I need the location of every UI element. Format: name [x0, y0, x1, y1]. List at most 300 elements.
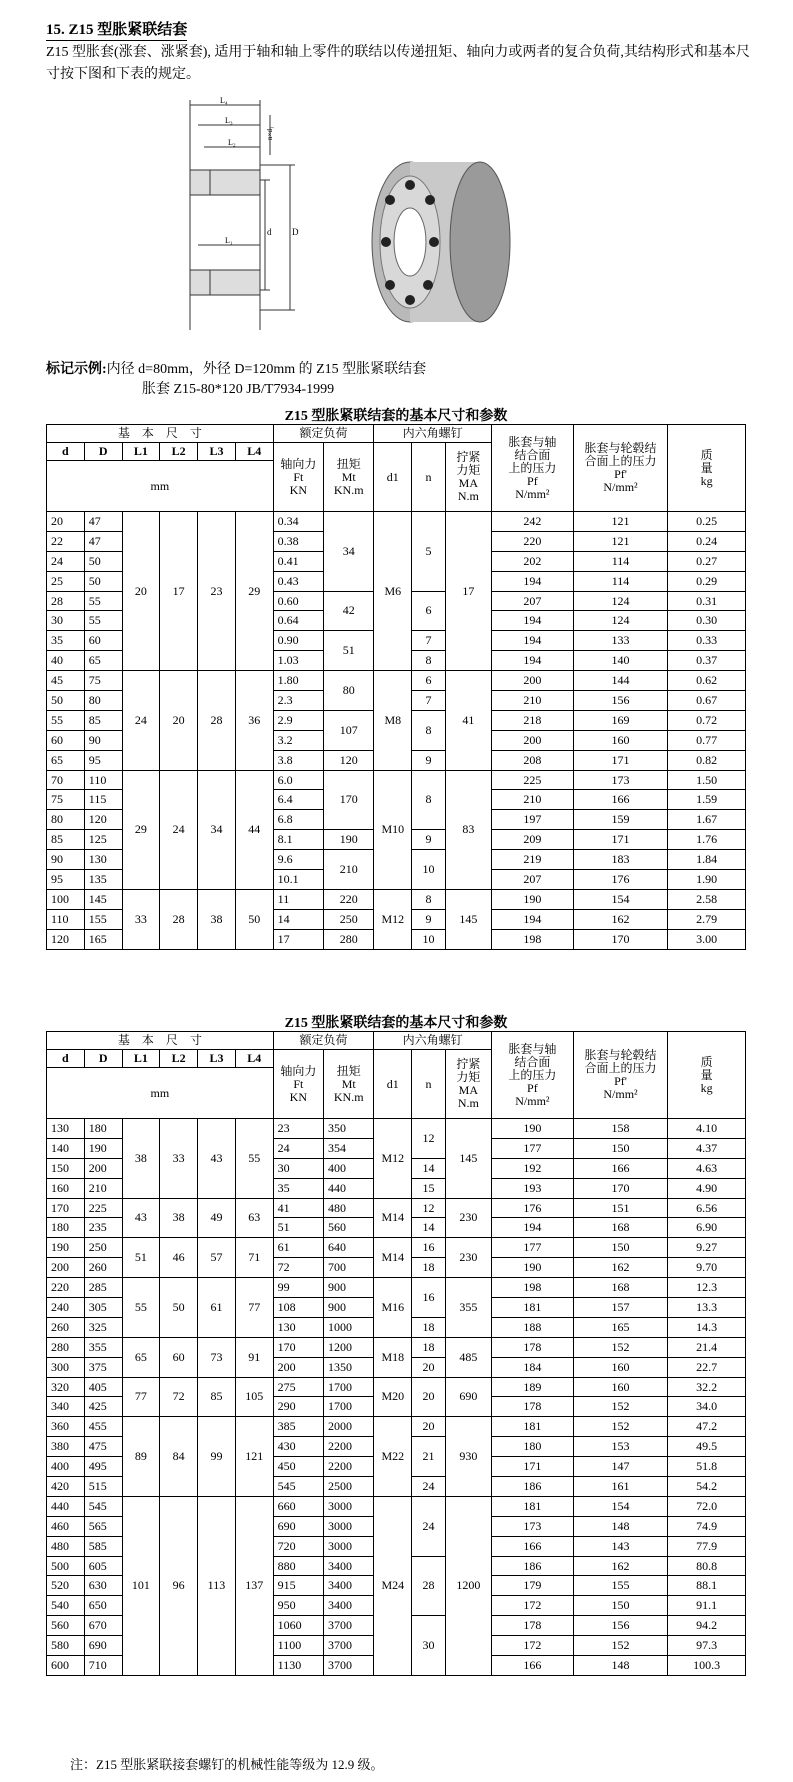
header-basic-dims: 基 本 尺 寸: [47, 1032, 274, 1050]
cell-D: 55: [84, 591, 122, 611]
cell-ft: 170: [273, 1337, 323, 1357]
cell-l1: 20: [122, 512, 160, 671]
cell-l3: 85: [198, 1377, 236, 1417]
header-d: d: [47, 443, 85, 461]
cell-n: 6: [412, 591, 446, 631]
header-l1: L1: [122, 443, 160, 461]
cell-D: 710: [84, 1656, 122, 1676]
cell-d: 380: [47, 1437, 85, 1457]
cell-l1: 24: [122, 671, 160, 770]
cell-ft: 545: [273, 1477, 323, 1497]
cell-pf2: 150: [573, 1596, 667, 1616]
header-l3: L3: [198, 1050, 236, 1068]
cell-d: 40: [47, 651, 85, 671]
cell-D: 355: [84, 1337, 122, 1357]
cell-pf2: 170: [573, 929, 667, 949]
cell-ft: 0.34: [273, 512, 323, 532]
cell-mass: 47.2: [668, 1417, 746, 1437]
cell-pf2: 156: [573, 1616, 667, 1636]
cell-d: 240: [47, 1298, 85, 1318]
cell-pf2: 121: [573, 512, 667, 532]
cell-d: 440: [47, 1496, 85, 1516]
cell-d: 65: [47, 750, 85, 770]
cell-ma: 1200: [445, 1496, 491, 1675]
cell-mass: 2.79: [668, 909, 746, 929]
cell-d: 400: [47, 1457, 85, 1477]
cell-n: 24: [412, 1477, 446, 1497]
cell-mass: 94.2: [668, 1616, 746, 1636]
cell-ft: 1.03: [273, 651, 323, 671]
cell-l1: 29: [122, 770, 160, 889]
cell-d1: M18: [374, 1337, 412, 1377]
cell-pf2: 170: [573, 1178, 667, 1198]
cell-mt: 3400: [324, 1576, 374, 1596]
cell-l3: 61: [198, 1278, 236, 1338]
cell-ft: 2.3: [273, 691, 323, 711]
cell-l2: 72: [160, 1377, 198, 1417]
cell-n: 18: [412, 1258, 446, 1278]
cell-pf: 210: [491, 691, 573, 711]
cell-mt: 354: [324, 1138, 374, 1158]
cell-ma: 355: [445, 1278, 491, 1338]
cell-l2: 24: [160, 770, 198, 889]
cell-mass: 12.3: [668, 1278, 746, 1298]
table-row: [47, 1417, 746, 1437]
cell-pf: 194: [491, 631, 573, 651]
cell-pf: 166: [491, 1656, 573, 1676]
cell-pf: 177: [491, 1238, 573, 1258]
cell-ft: 880: [273, 1556, 323, 1576]
cell-n: 14: [412, 1158, 446, 1178]
cell-pf2: 153: [573, 1437, 667, 1457]
cell-l4: 91: [235, 1337, 273, 1377]
cell-D: 425: [84, 1397, 122, 1417]
cell-pf2: 150: [573, 1238, 667, 1258]
cell-ft: 11: [273, 889, 323, 909]
cell-mass: 1.90: [668, 870, 746, 890]
cell-D: 405: [84, 1377, 122, 1397]
cell-n: 15: [412, 1178, 446, 1198]
cell-mass: 54.2: [668, 1477, 746, 1497]
cell-n: 16: [412, 1238, 446, 1258]
cell-n: 7: [412, 631, 446, 651]
header-rated-load: 额定负荷: [273, 1032, 374, 1050]
cell-D: 75: [84, 671, 122, 691]
cell-ma: 17: [445, 512, 491, 671]
header-d1: d1: [374, 443, 412, 512]
footnote: 注：Z15 型胀紧联接套螺钉的机械性能等级为 12.9 级。: [70, 1757, 384, 1772]
cell-pf2: 158: [573, 1119, 667, 1139]
cell-mass: 21.4: [668, 1337, 746, 1357]
cell-d: 180: [47, 1218, 85, 1238]
cell-ft: 915: [273, 1576, 323, 1596]
cell-pf2: 152: [573, 1337, 667, 1357]
cell-ft: 1060: [273, 1616, 323, 1636]
cell-ft: 51: [273, 1218, 323, 1238]
header-ma: 拧紧 力矩 MA N.m: [445, 1050, 491, 1119]
cell-ft: 23: [273, 1119, 323, 1139]
cell-ft: 108: [273, 1298, 323, 1318]
cell-mass: 100.3: [668, 1656, 746, 1676]
cell-ft: 41: [273, 1198, 323, 1218]
cell-mass: 32.2: [668, 1377, 746, 1397]
cell-ft: 1100: [273, 1636, 323, 1656]
table1-caption: Z15 型胀紧联结套的基本尺寸和参数: [284, 409, 508, 424]
cell-ft: 0.90: [273, 631, 323, 651]
cell-ft: 35: [273, 1178, 323, 1198]
cell-d1: M14: [374, 1238, 412, 1278]
cell-pf: 209: [491, 830, 573, 850]
cell-mt: 480: [324, 1198, 374, 1218]
example-line2: 胀套 Z15-80*120 JB/T7934-1999: [142, 382, 335, 397]
cell-D: 605: [84, 1556, 122, 1576]
cell-mt: 1700: [324, 1397, 374, 1417]
cell-mass: 9.27: [668, 1238, 746, 1258]
cell-pf: 172: [491, 1636, 573, 1656]
cell-pf: 171: [491, 1457, 573, 1477]
cell-ma: 83: [445, 770, 491, 889]
cell-l4: 63: [235, 1198, 273, 1238]
cell-pf: 197: [491, 810, 573, 830]
cell-pf: 194: [491, 909, 573, 929]
cell-D: 670: [84, 1616, 122, 1636]
cell-mass: 74.9: [668, 1516, 746, 1536]
header-mass: 质 量 kg: [668, 1032, 746, 1119]
cell-d: 200: [47, 1258, 85, 1278]
cell-pf: 194: [491, 1218, 573, 1238]
label-l1: L₁: [225, 236, 233, 245]
cell-pf2: 148: [573, 1516, 667, 1536]
cell-D: 225: [84, 1198, 122, 1218]
cell-D: 80: [84, 691, 122, 711]
cell-mass: 0.72: [668, 710, 746, 730]
label-D: D: [292, 227, 299, 237]
cell-n: 8: [412, 770, 446, 830]
cell-mt: 220: [324, 889, 374, 909]
cell-ma: 930: [445, 1417, 491, 1497]
cell-mass: 0.27: [668, 551, 746, 571]
header-d: d: [47, 1050, 85, 1068]
cell-mt: 560: [324, 1218, 374, 1238]
cell-D: 55: [84, 611, 122, 631]
label-l2: L₂: [228, 138, 236, 147]
cell-n: 5: [412, 512, 446, 592]
cell-D: 690: [84, 1636, 122, 1656]
cell-d: 85: [47, 830, 85, 850]
cell-d: 55: [47, 710, 85, 730]
section-title: 15. Z15 型胀紧联结套: [46, 18, 187, 41]
cell-d: 150: [47, 1158, 85, 1178]
cell-mt: 900: [324, 1298, 374, 1318]
cell-pf: 181: [491, 1298, 573, 1318]
cell-d: 30: [47, 611, 85, 631]
cell-ft: 8.1: [273, 830, 323, 850]
cell-d: 22: [47, 531, 85, 551]
cell-d: 25: [47, 571, 85, 591]
cell-d: 50: [47, 691, 85, 711]
cell-pf2: 171: [573, 750, 667, 770]
header-mt: 扭矩 Mt KN.m: [324, 1050, 374, 1119]
cell-d1: M12: [374, 1119, 412, 1199]
cell-D: 250: [84, 1238, 122, 1258]
cell-ft: 0.60: [273, 591, 323, 611]
cell-pf2: 162: [573, 1556, 667, 1576]
cell-ft: 14: [273, 909, 323, 929]
cell-d: 35: [47, 631, 85, 651]
cell-l2: 96: [160, 1496, 198, 1675]
cell-pf2: 159: [573, 810, 667, 830]
cell-n: 7: [412, 691, 446, 711]
cell-l2: 38: [160, 1198, 198, 1238]
cell-mass: 22.7: [668, 1357, 746, 1377]
cell-pf: 186: [491, 1477, 573, 1497]
header-l2: L2: [160, 1050, 198, 1068]
table-row: [47, 889, 746, 909]
cell-ma: 41: [445, 671, 491, 770]
cell-ft: 72: [273, 1258, 323, 1278]
cell-mt: 51: [324, 631, 374, 671]
header-rated-load: 额定负荷: [273, 425, 374, 443]
cell-mt: 120: [324, 750, 374, 770]
cell-l4: 36: [235, 671, 273, 770]
cell-n: 9: [412, 750, 446, 770]
cell-D: 235: [84, 1218, 122, 1238]
cell-d1: M14: [374, 1198, 412, 1238]
cell-ft: 720: [273, 1536, 323, 1556]
cell-D: 125: [84, 830, 122, 850]
cell-mass: 0.25: [668, 512, 746, 532]
cell-pf: 219: [491, 850, 573, 870]
cell-mt: 250: [324, 909, 374, 929]
cell-l3: 28: [198, 671, 236, 770]
table-row: [47, 1119, 746, 1139]
cell-d: 480: [47, 1536, 85, 1556]
table-row: [47, 671, 746, 691]
cell-d: 360: [47, 1417, 85, 1437]
cell-D: 545: [84, 1496, 122, 1516]
cell-mass: 1.76: [668, 830, 746, 850]
cell-l4: 77: [235, 1278, 273, 1338]
cell-pf: 200: [491, 730, 573, 750]
cell-pf: 194: [491, 651, 573, 671]
header-screw: 内六角螺钉: [374, 425, 492, 443]
cell-ft: 9.6: [273, 850, 323, 870]
cell-n: 20: [412, 1377, 446, 1417]
cell-pf2: 171: [573, 830, 667, 850]
cell-l1: 38: [122, 1119, 160, 1199]
cell-ft: 6.4: [273, 790, 323, 810]
cell-ft: 0.38: [273, 531, 323, 551]
cell-D: 120: [84, 810, 122, 830]
cell-n: 12: [412, 1198, 446, 1218]
cell-pf: 208: [491, 750, 573, 770]
cell-D: 95: [84, 750, 122, 770]
cell-ma: 230: [445, 1238, 491, 1278]
cell-ft: 950: [273, 1596, 323, 1616]
cell-pf2: 160: [573, 1377, 667, 1397]
cell-l4: 105: [235, 1377, 273, 1417]
cell-ft: 10.1: [273, 870, 323, 890]
cell-pf: 190: [491, 1119, 573, 1139]
cell-pf2: 176: [573, 870, 667, 890]
header-ma: 拧紧 力矩 MA N.m: [445, 443, 491, 512]
cell-d: 100: [47, 889, 85, 909]
cell-pf2: 114: [573, 551, 667, 571]
cell-l3: 73: [198, 1337, 236, 1377]
cell-d: 75: [47, 790, 85, 810]
cell-pf: 198: [491, 1278, 573, 1298]
cell-D: 47: [84, 531, 122, 551]
cell-d: 260: [47, 1317, 85, 1337]
cell-l2: 17: [160, 512, 198, 671]
cell-mt: 107: [324, 710, 374, 750]
cell-ft: 1130: [273, 1656, 323, 1676]
cell-l4: 71: [235, 1238, 273, 1278]
cell-d: 500: [47, 1556, 85, 1576]
cell-mass: 3.00: [668, 929, 746, 949]
cell-D: 585: [84, 1536, 122, 1556]
header-basic-dims: 基 本 尺 寸: [47, 425, 274, 443]
cell-mass: 49.5: [668, 1437, 746, 1457]
cell-d: 220: [47, 1278, 85, 1298]
cell-pf: 177: [491, 1138, 573, 1158]
cell-mt: 400: [324, 1158, 374, 1178]
cell-mt: 640: [324, 1238, 374, 1258]
label-l4: L₄: [220, 96, 228, 105]
cell-D: 60: [84, 631, 122, 651]
cell-n: 8: [412, 651, 446, 671]
header-unit-mm: mm: [47, 461, 274, 512]
cell-pf: 166: [491, 1536, 573, 1556]
cell-pf2: 173: [573, 770, 667, 790]
cell-D: 90: [84, 730, 122, 750]
cell-mt: 3700: [324, 1656, 374, 1676]
cell-ma: 690: [445, 1377, 491, 1417]
cell-d: 600: [47, 1656, 85, 1676]
cell-d: 45: [47, 671, 85, 691]
cell-pf: 178: [491, 1337, 573, 1357]
label-d: d: [267, 227, 272, 237]
cell-l4: 50: [235, 889, 273, 949]
cell-pf: 207: [491, 591, 573, 611]
cell-n: 8: [412, 710, 446, 750]
cell-l1: 65: [122, 1337, 160, 1377]
cell-pf: 242: [491, 512, 573, 532]
cell-D: 515: [84, 1477, 122, 1497]
cell-mt: 3400: [324, 1596, 374, 1616]
table2-caption: Z15 型胀紧联结套的基本尺寸和参数: [284, 1016, 508, 1031]
cell-l2: 60: [160, 1337, 198, 1377]
cell-n: 6: [412, 671, 446, 691]
cell-l3: 23: [198, 512, 236, 671]
cell-pf: 200: [491, 671, 573, 691]
cell-pf: 178: [491, 1397, 573, 1417]
cell-pf: 173: [491, 1516, 573, 1536]
cell-mass: 1.84: [668, 850, 746, 870]
cell-ft: 200: [273, 1357, 323, 1377]
header-row: [47, 425, 746, 443]
cell-d1: M24: [374, 1496, 412, 1675]
cell-pf: 194: [491, 571, 573, 591]
section-drawing: [170, 95, 320, 335]
cell-pf: 172: [491, 1596, 573, 1616]
cell-pf2: 143: [573, 1536, 667, 1556]
cell-pf: 193: [491, 1178, 573, 1198]
cell-mt: 210: [324, 850, 374, 890]
cell-pf2: 152: [573, 1417, 667, 1437]
cell-mass: 91.1: [668, 1596, 746, 1616]
cell-D: 50: [84, 571, 122, 591]
cell-n: 12: [412, 1119, 446, 1159]
cell-pf2: 157: [573, 1298, 667, 1318]
cell-mt: 2500: [324, 1477, 374, 1497]
cell-d: 95: [47, 870, 85, 890]
cell-mass: 0.30: [668, 611, 746, 631]
cell-D: 630: [84, 1576, 122, 1596]
cell-n: 21: [412, 1437, 446, 1477]
cell-D: 85: [84, 710, 122, 730]
cell-ft: 6.8: [273, 810, 323, 830]
cell-l2: 46: [160, 1238, 198, 1278]
cell-n: 20: [412, 1357, 446, 1377]
cell-mass: 9.70: [668, 1258, 746, 1278]
cell-d: 80: [47, 810, 85, 830]
cell-d: 460: [47, 1516, 85, 1536]
cell-D: 47: [84, 512, 122, 532]
cell-pf: 190: [491, 1258, 573, 1278]
cell-d1: M12: [374, 889, 412, 949]
cell-mass: 80.8: [668, 1556, 746, 1576]
cell-ft: 690: [273, 1516, 323, 1536]
cell-ft: 24: [273, 1138, 323, 1158]
cell-pf2: 154: [573, 889, 667, 909]
cell-mt: 2200: [324, 1457, 374, 1477]
cell-ft: 30: [273, 1158, 323, 1178]
cell-pf2: 183: [573, 850, 667, 870]
cell-pf2: 124: [573, 611, 667, 631]
cell-pf: 202: [491, 551, 573, 571]
cell-mt: 3700: [324, 1636, 374, 1656]
cell-n: 28: [412, 1556, 446, 1616]
cell-d1: M8: [374, 671, 412, 770]
cell-mass: 97.3: [668, 1636, 746, 1656]
header-n: n: [412, 1050, 446, 1119]
cell-pf: 198: [491, 929, 573, 949]
cell-l3: 113: [198, 1496, 236, 1675]
cell-mt: 3000: [324, 1516, 374, 1536]
cell-pf: 180: [491, 1437, 573, 1457]
cell-pf2: 161: [573, 1477, 667, 1497]
cell-l2: 28: [160, 889, 198, 949]
cell-D: 135: [84, 870, 122, 890]
header-pf2: 胀套与轮毂结 合面上的压力 Pf' N/mm²: [573, 425, 667, 512]
cell-d: 90: [47, 850, 85, 870]
cell-D: 50: [84, 551, 122, 571]
cell-mass: 4.90: [668, 1178, 746, 1198]
cell-pf2: 144: [573, 671, 667, 691]
table-row: [47, 1238, 746, 1258]
cell-mt: 700: [324, 1258, 374, 1278]
cell-ft: 0.43: [273, 571, 323, 591]
cell-mass: 0.67: [668, 691, 746, 711]
cell-mt: 80: [324, 671, 374, 711]
cell-pf2: 162: [573, 909, 667, 929]
cell-pf: 192: [491, 1158, 573, 1178]
cell-ft: 290: [273, 1397, 323, 1417]
cell-mass: 1.59: [668, 790, 746, 810]
cell-ft: 6.0: [273, 770, 323, 790]
header-l1: L1: [122, 1050, 160, 1068]
